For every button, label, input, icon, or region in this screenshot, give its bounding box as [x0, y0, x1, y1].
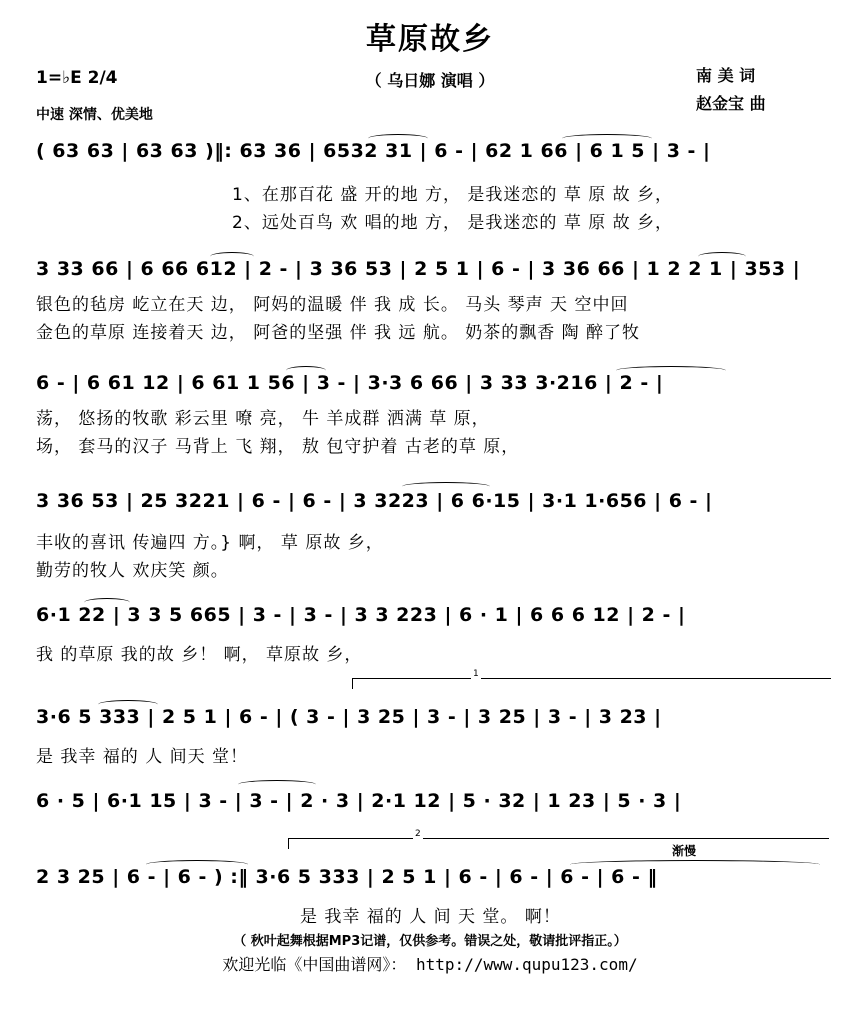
lyric-line-8: 是 我幸 福的 人 间 天 堂。 啊！ — [300, 907, 561, 927]
composer: 赵金宝 曲 — [696, 94, 766, 113]
slur-mark — [84, 598, 130, 607]
lyric-line-4a: 丰收的喜讯 传遍四 方。} 啊， 草 原故 乡， — [36, 533, 384, 553]
notation-line-3: 6 - | 6 61 12 | 6 61 1 56 | 3 - | 3·3 6 66 | 3 33 3·216 | 2 - | — [36, 372, 664, 394]
slur-mark — [402, 482, 490, 491]
lyric-line-3b: 场， 套马的汉子 马背上 飞 翔， 敖 包守护着 古老的草 原， — [36, 437, 520, 457]
slur-mark — [238, 780, 316, 789]
lyric-line-2a: 银色的毡房 屹立在天 边， 阿妈的温暖 伴 我 成 长。 马头 琴声 天 空中回 — [36, 295, 629, 315]
notation-line-7: 6 · 5 | 6·1 15 | 3 - | 3 - | 2 · 3 | 2·1 12 | 5 · 32 | 1 23 | 5 · 3 | — [36, 790, 682, 812]
lyric-line-4b: 勤劳的牧人 欢庆笑 颜。 — [36, 561, 229, 581]
slur-mark — [210, 252, 254, 261]
slur-mark — [616, 366, 726, 375]
volta-bracket-1 — [352, 669, 831, 689]
lyric-line-3a: 荡， 悠扬的牧歌 彩云里 嘹 亮， 牛 羊成群 洒满 草 原， — [36, 409, 490, 429]
notation-line-8: 2 3 25 | 6 - | 6 - ) :‖ 3·6 5 333 | 2 5 1 | 6 - | 6 - | 6 - | 6 - ‖ — [36, 866, 658, 888]
notation-line-4: 3 36 53 | 25 3221 | 6 - | 6 - | 3 3223 | 6 6·15 | 3·1 1·656 | 6 - | — [36, 490, 713, 512]
footer-note: （ 秋叶起舞根据MP3记谱，仅供参考。错误之处，敬请批评指正。） — [233, 934, 627, 949]
lyricist: 南 美 词 — [696, 66, 756, 85]
lyric-line-6: 是 我幸 福的 人 间天 堂！ — [36, 747, 249, 767]
footer-site-link[interactable]: 欢迎光临《中国曲谱网》： http://www.qupu123.com/ — [222, 955, 638, 974]
key-signature: 1=♭E 2/4 — [36, 68, 118, 88]
slur-mark — [570, 860, 820, 869]
slur-mark — [368, 134, 428, 143]
volta-1-label: 1 — [473, 669, 479, 679]
author-credits — [696, 62, 766, 118]
slur-mark — [698, 252, 746, 261]
slur-mark — [146, 860, 248, 869]
volta-2-label: 2 — [415, 829, 421, 839]
notation-line-1: ( 63 63 | 63 63 )‖: 63 36 | 6532 31 | 6 - | 62 1 66 | 6 1 5 | 3 - | — [36, 140, 711, 162]
lyric-line-1a: 1、在那百花 盛 开的地 方， 是我迷恋的 草 原 故 乡， — [232, 185, 674, 205]
notation-line-5: 6·1 22 | 3 3 5 665 | 3 - | 3 - | 3 3 223 | 6 · 1 | 6 6 6 12 | 2 - | — [36, 604, 686, 626]
volta-bracket-2 — [288, 829, 829, 849]
notation-line-2: 3 33 66 | 6 66 612 | 2 - | 3 36 53 | 2 5 1 | 6 - | 3 36 66 | 1 2 2 1 | 353 | — [36, 258, 801, 280]
slur-mark — [98, 700, 158, 709]
ritardando-marking: 渐慢 — [672, 844, 697, 858]
song-title: 草原故乡 — [366, 22, 494, 57]
tempo-marking: 中速 深情、优美地 — [36, 107, 153, 123]
lyric-line-2b: 金色的草原 连接着天 边， 阿爸的坚强 伴 我 远 航。 奶茶的飘香 陶 醉了牧 — [36, 323, 641, 343]
slur-mark — [562, 134, 652, 143]
lyric-line-1b: 2、远处百鸟 欢 唱的地 方， 是我迷恋的 草 原 故 乡， — [232, 213, 674, 233]
notation-line-6: 3·6 5 333 | 2 5 1 | 6 - | ( 3 - | 3 25 | 3 - | 3 25 | 3 - | 3 23 | — [36, 706, 662, 728]
lyric-line-5: 我 的草原 我的故 乡！ 啊， 草原故 乡， — [36, 645, 363, 665]
singer-credit: （ 乌日娜 演唱 ） — [365, 71, 495, 90]
slur-mark — [286, 366, 326, 375]
